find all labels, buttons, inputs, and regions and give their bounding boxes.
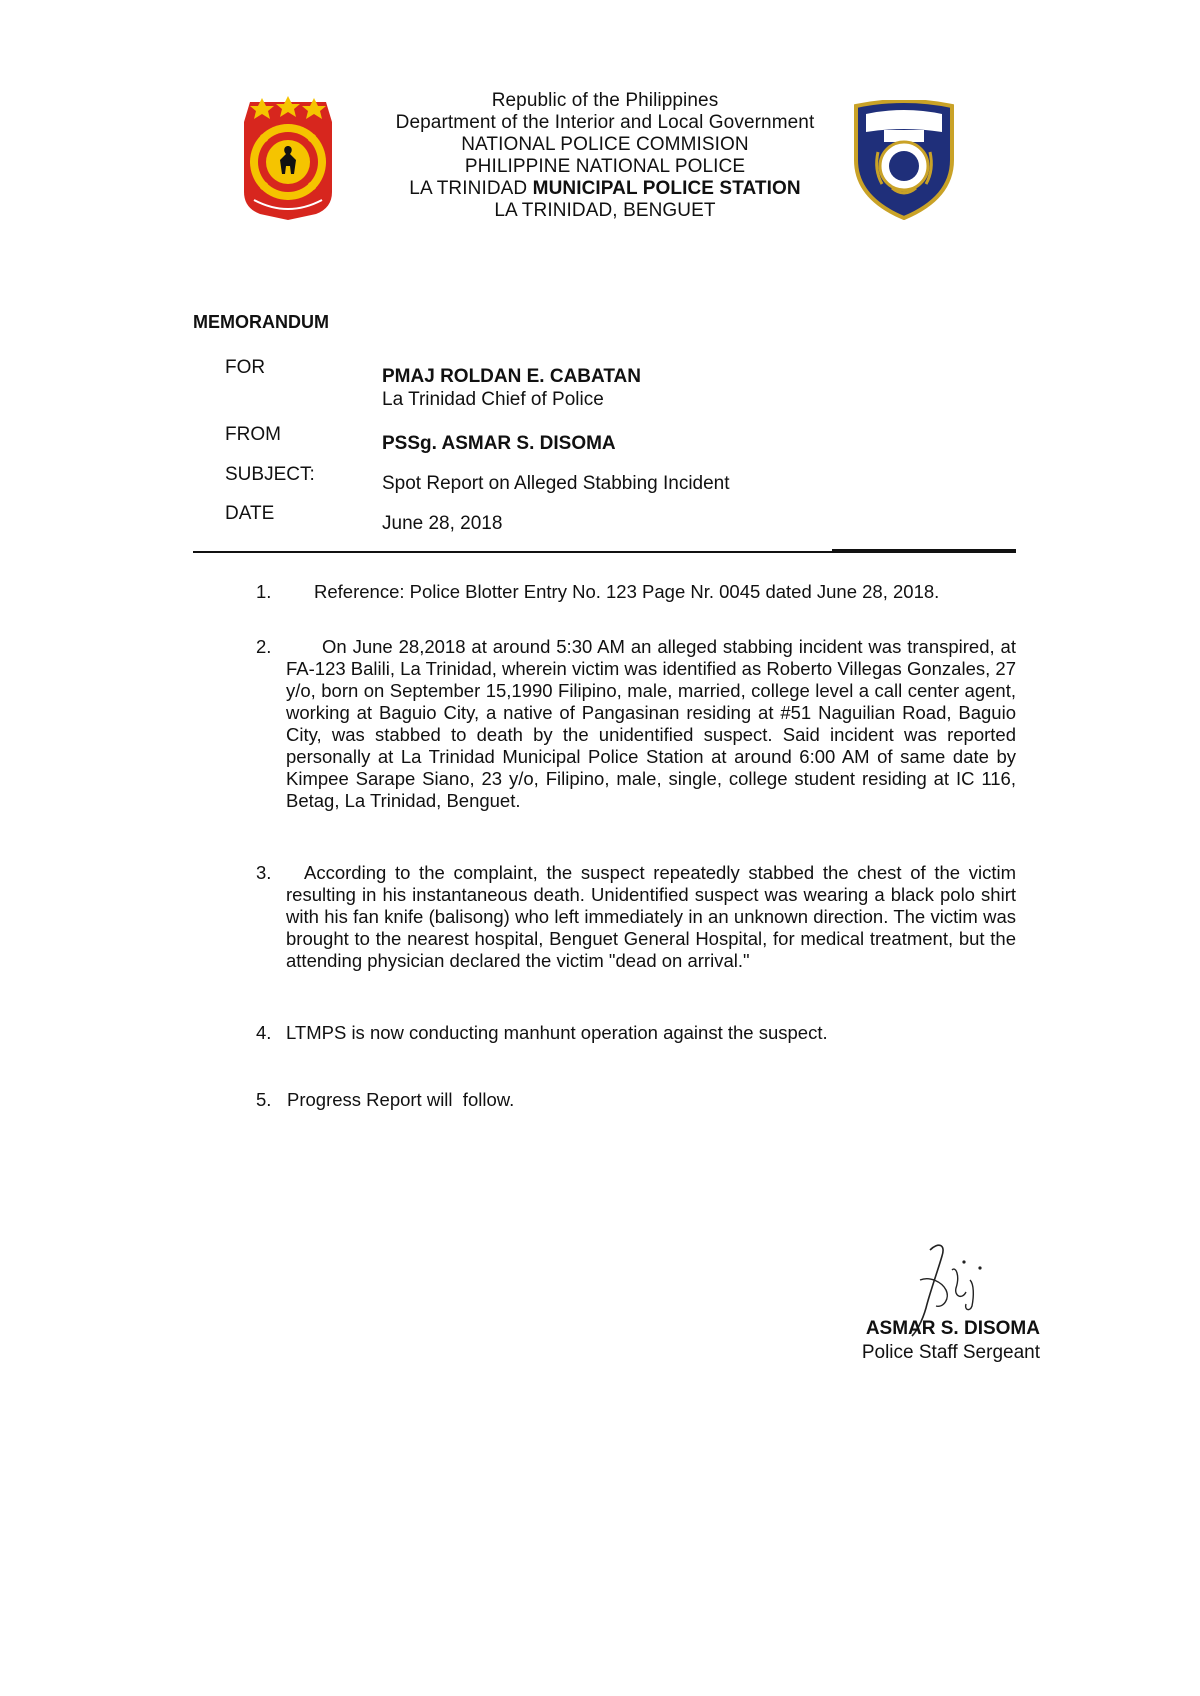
pnp-seal-icon bbox=[240, 96, 336, 220]
for-name: PMAJ ROLDAN E. CABATAN bbox=[382, 366, 641, 387]
from-label: FROM bbox=[225, 424, 281, 445]
item-text: LTMPS is now conducting manhunt operation against the suspect. bbox=[286, 1022, 828, 1043]
item-text: Progress Report will follow. bbox=[287, 1089, 515, 1110]
letterhead-station-town: LA TRINIDAD bbox=[409, 178, 528, 199]
for-label: FOR bbox=[225, 357, 266, 378]
subject-label: SUBJECT: bbox=[225, 464, 315, 485]
for-position: La Trinidad Chief of Police bbox=[382, 389, 604, 410]
item-number: 3. bbox=[256, 862, 272, 883]
signatory-title: Police Staff Sergeant bbox=[861, 1342, 1040, 1363]
item-text: On June 28,2018 at around 5:30 AM an alleged stabbing incident was transpired, at FA-123 Balili, La Trinidad, wherein victim was identified as Roberto Villegas Gonzales, 27 y/o, born on September 15,1990 Filipino, male, married, college level a call center agent, working at Baguio City, a native of Pangasinan residing at #51 Naguilian Road, Baguio City, was stabbed to death by the unidentified suspect. Said incident was reported personally at La Trinidad Municipal Police Station at around 6:00 AM of same date by Kimpee Sarape Siano, 23 y/o, Filipino, male, single, college student residing at IC 116, Betag, La Trinidad, Benguet. bbox=[286, 636, 1016, 811]
item-number: 1. bbox=[256, 581, 272, 602]
item-number: 2. bbox=[256, 636, 272, 657]
letterhead-napolcom: NATIONAL POLICE COMMISION bbox=[461, 134, 749, 155]
letterhead-location: LA TRINIDAD, BENGUET bbox=[494, 200, 716, 221]
item-number: 4. bbox=[256, 1022, 272, 1043]
item-text: According to the complaint, the suspect repeatedly stabbed the chest of the victim resulting in his instantaneous death. Unidentified suspect was wearing a black polo shirt with his fan knife (balisong) who left immediately in an unknown direction. The victim was brought to the nearest hospital, Benguet General Hospital, for medical treatment, but the attending physician declared the victim "dead on arrival." bbox=[286, 862, 1016, 971]
letterhead-department: Department of the Interior and Local Government bbox=[395, 112, 815, 133]
subject-value: Spot Report on Alleged Stabbing Incident bbox=[382, 473, 730, 494]
item-text: Reference: Police Blotter Entry No. 123 Page Nr. 0045 dated June 28, 2018. bbox=[314, 581, 940, 602]
from-name: PSSg. ASMAR S. DISOMA bbox=[382, 433, 616, 454]
memo-title: MEMORANDUM bbox=[193, 312, 329, 332]
letterhead-republic: Republic of the Philippines bbox=[491, 90, 719, 111]
letterhead-pnp: PHILIPPINE NATIONAL POLICE bbox=[464, 156, 746, 177]
letterhead bbox=[340, 90, 870, 222]
signatory-name: ASMAR S. DISOMA bbox=[865, 1318, 1040, 1339]
date-label: DATE bbox=[225, 503, 275, 524]
date-value: June 28, 2018 bbox=[382, 513, 503, 534]
letterhead-station-name: MUNICIPAL POLICE STATION bbox=[532, 178, 801, 199]
item-number: 5. bbox=[256, 1089, 272, 1110]
header-rule bbox=[193, 551, 1016, 553]
letterhead-station bbox=[340, 178, 870, 200]
